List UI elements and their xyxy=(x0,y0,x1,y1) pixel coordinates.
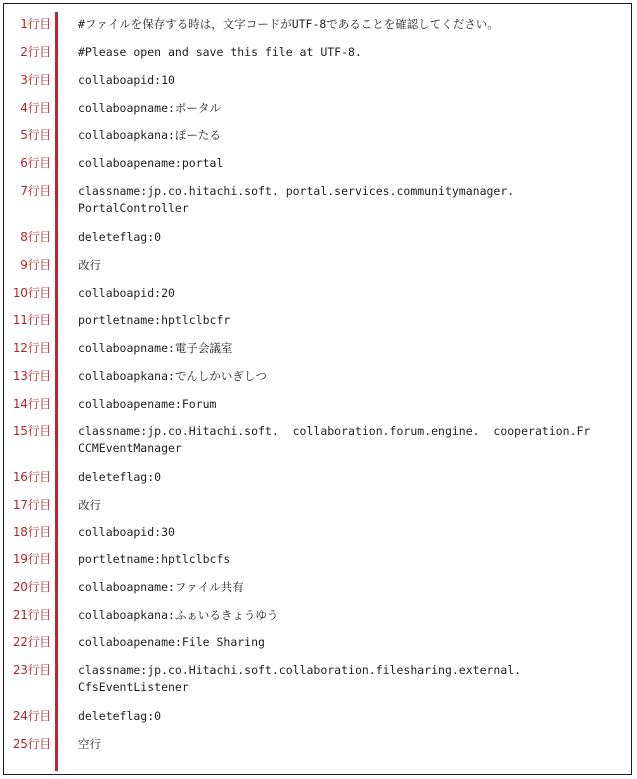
line-number: 24行目 xyxy=(12,709,51,723)
line-text: classname:jp.co.Hitachi.soft. collaboration.forum.engine. cooperation.Fr CCMEventManager xyxy=(78,424,591,455)
line-number: 22行目 xyxy=(12,635,51,649)
line-number: 12行目 xyxy=(12,341,51,355)
line-text: collaboapname:電子会議室 xyxy=(78,341,233,355)
line-text: collaboapename:Forum xyxy=(78,397,217,411)
line-number: 2行目 xyxy=(20,45,51,59)
line-text: collaboapkana:でんしかいぎしつ xyxy=(78,369,267,383)
line-number: 13行目 xyxy=(12,369,51,383)
line-text: deleteflag:0 xyxy=(78,709,162,723)
line-text: #Please open and save this file at UTF-8. xyxy=(78,45,362,59)
line-number: 5行目 xyxy=(20,128,51,142)
line-number: 14行目 xyxy=(12,397,51,411)
line-text: 改行 xyxy=(78,498,101,512)
line-text: portletname:hptlclbcfs xyxy=(78,552,231,566)
line-number: 15行目 xyxy=(12,424,51,438)
code-listing-frame xyxy=(3,3,632,775)
line-text: collaboapname:ポータル xyxy=(78,101,221,115)
line-number: 8行目 xyxy=(20,230,51,244)
line-text: #ファイルを保存する時は，文字コードがUTF-8であることを確認してください。 xyxy=(78,17,499,31)
line-number: 10行目 xyxy=(12,286,51,300)
line-number: 4行目 xyxy=(20,101,51,115)
line-number: 25行目 xyxy=(12,737,51,751)
line-number: 21行目 xyxy=(12,608,51,622)
line-text: collaboapkana:ふぁいるきょうゆう xyxy=(78,608,279,622)
line-number: 9行目 xyxy=(20,258,51,272)
line-text: collaboapename:portal xyxy=(78,156,224,170)
line-text: collaboapid:20 xyxy=(78,286,175,300)
line-number: 11行目 xyxy=(12,313,51,327)
line-number: 6行目 xyxy=(20,156,51,170)
line-text: 改行 xyxy=(78,258,101,272)
line-number-divider xyxy=(55,12,58,771)
line-text: collaboapename:File Sharing xyxy=(78,635,265,649)
line-number: 3行目 xyxy=(20,73,51,87)
line-text: classname:jp.co.hitachi.soft. portal.services.communitymanager. PortalController xyxy=(78,184,515,215)
line-number: 19行目 xyxy=(12,552,51,566)
line-text: deleteflag:0 xyxy=(78,230,162,244)
line-text: collaboapid:10 xyxy=(78,73,175,87)
line-number: 16行目 xyxy=(12,470,51,484)
line-text: collaboapid:30 xyxy=(78,525,175,539)
line-text: 空行 xyxy=(78,737,101,751)
line-text: deleteflag:0 xyxy=(78,470,162,484)
line-text: portletname:hptlclbcfr xyxy=(78,313,231,327)
line-text: collaboapkana:ぽーたる xyxy=(78,128,221,142)
line-text: classname:jp.co.Hitachi.soft.collaboration.filesharing.external. CfsEventListener xyxy=(78,663,522,694)
line-number: 1行目 xyxy=(20,17,51,31)
line-number: 17行目 xyxy=(12,498,51,512)
line-number: 23行目 xyxy=(12,663,51,677)
line-number: 18行目 xyxy=(12,525,51,539)
line-number: 20行目 xyxy=(12,580,51,594)
line-number: 7行目 xyxy=(20,184,51,198)
line-text: collaboapname:ファイル共有 xyxy=(78,580,244,594)
